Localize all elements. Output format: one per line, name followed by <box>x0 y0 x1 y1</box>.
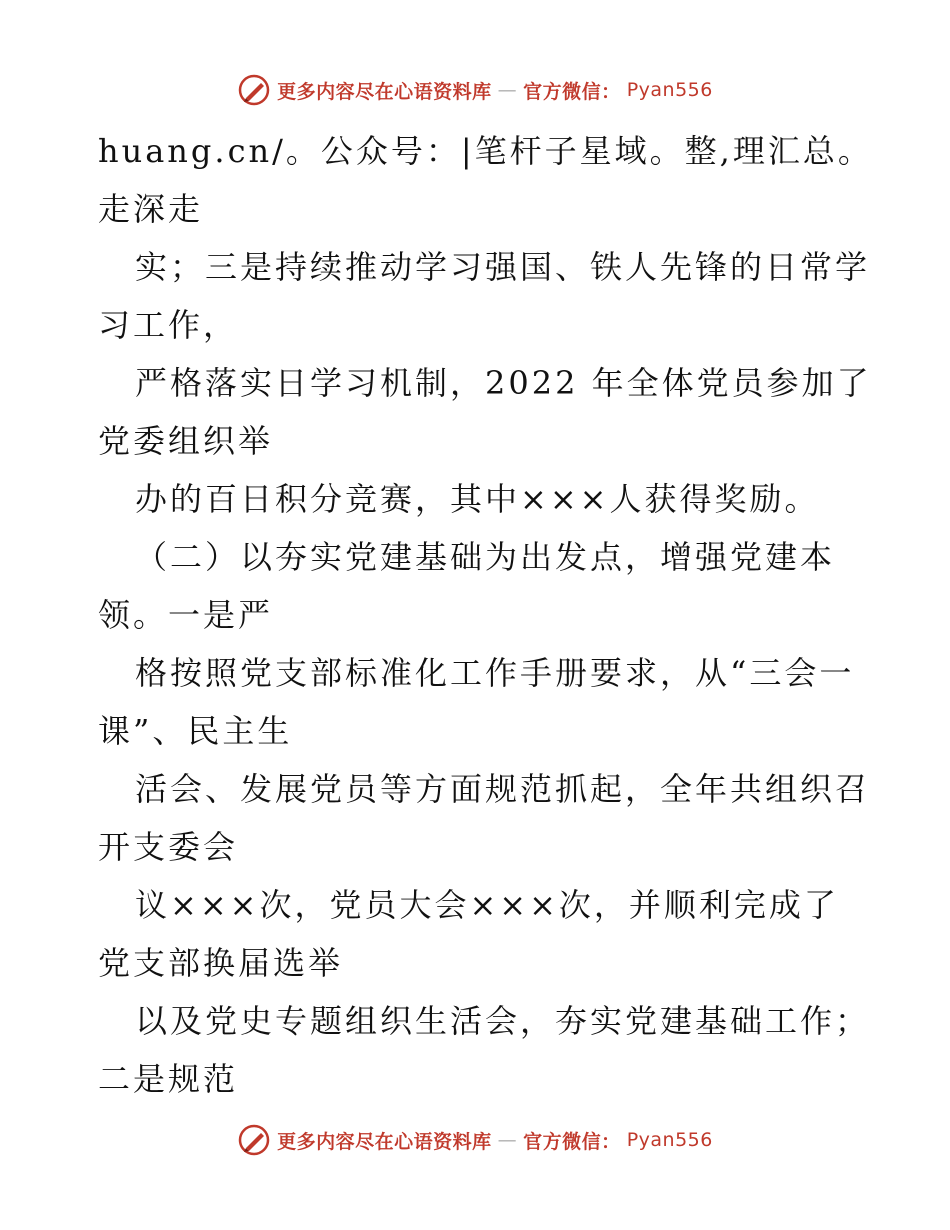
text-line: 党委组织举 <box>98 422 274 460</box>
header-watermark <box>0 70 950 110</box>
text-line: 开支委会 <box>98 828 239 866</box>
text-line: 格按照党支部标准化工作手册要求，从“三会一 <box>135 654 855 692</box>
text-line: 走深走 <box>98 190 204 228</box>
text-line: 实；三是持续推动学习强国、铁人先锋的日常学 <box>135 248 871 286</box>
text-line: 活会、发展党员等方面规范抓起，全年共组织召 <box>135 770 871 808</box>
text-line: 课”、民主生 <box>98 712 293 750</box>
text-line: 党支部换届选举 <box>98 944 344 982</box>
text-line: （二）以夯实党建基础为出发点，增强党建本 <box>135 538 836 576</box>
watermark-label: 官方微信： <box>523 1130 621 1153</box>
text-line: huang.cn/。公众号：|笔杆子星域。整,理汇总。 <box>98 132 873 170</box>
text-line: 习工作， <box>98 306 239 344</box>
text-line: 办的百日积分竞赛，其中×××人获得奖励。 <box>135 480 820 518</box>
text-line: 严格落实日学习机制，2022 年全体党员参加了 <box>135 364 872 402</box>
watermark-text: 更多内容尽在心语资料库 <box>277 1130 492 1153</box>
text-line: 议×××次，党员大会×××次，并顺利完成了 <box>135 886 839 924</box>
pen-logo-icon <box>237 73 271 107</box>
footer-watermark <box>0 1120 950 1160</box>
watermark-handle: Pyan556 <box>626 79 713 101</box>
watermark-label: 官方微信： <box>523 80 621 103</box>
watermark-handle: Pyan556 <box>626 1129 713 1151</box>
text-line: 二是规范 <box>98 1060 239 1098</box>
document-body <box>98 122 918 1108</box>
text-line: 以及党史专题组织生活会，夯实党建基础工作； <box>135 1002 871 1040</box>
watermark-dash: — <box>497 1129 518 1151</box>
text-line: 领。一是严 <box>98 596 274 634</box>
watermark-text: 更多内容尽在心语资料库 <box>277 80 492 103</box>
watermark-dash: — <box>497 79 518 101</box>
pen-logo-icon <box>237 1123 271 1157</box>
